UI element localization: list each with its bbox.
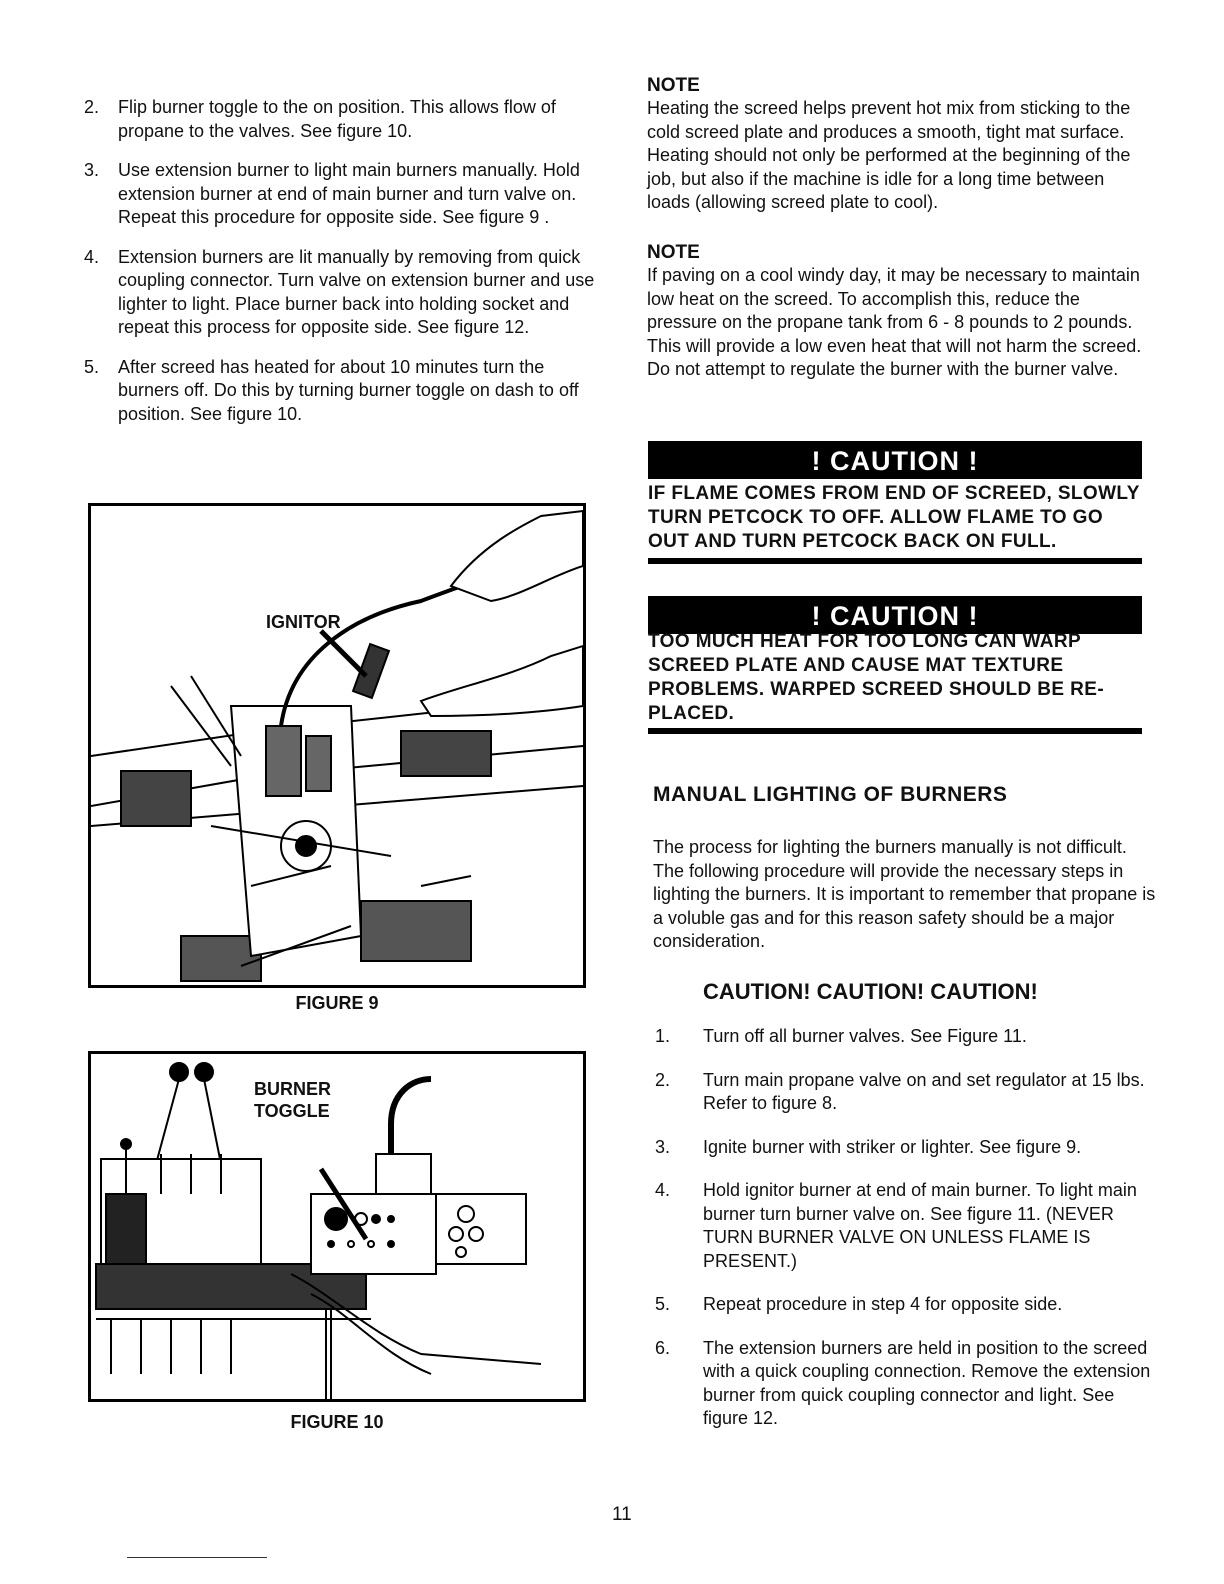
- list-item: 3. Use extension burner to light main burners manually. Hold extension burner at end of main burner and turn valve on. Repeat this procedure for opposite side. See figure 9 .: [84, 160, 580, 227]
- caution-box-2: [648, 596, 1142, 734]
- page-number: 11: [612, 1504, 632, 1525]
- caution-1-text: IF FLAME COMES FROM END OF SCREED, SLOWLY TURN PETCOCK TO OFF. ALLOW FLAME TO GO OUT AND TURN PETCOCK BACK ON FULL.: [648, 483, 1140, 552]
- burner-toggle-label: BURNER TOGGLE: [254, 1079, 332, 1121]
- caution-1-rule: [648, 558, 1142, 564]
- list-item: 4. Hold ignitor burner at end of main burner. To light main burner turn burner valve on. See figure 11. (NEVER TURN BURNER VALVE ON UNLESS FLAME IS PRESENT.): [655, 1180, 1137, 1271]
- ignitor-label: IGNITOR: [266, 612, 341, 632]
- list-item: 2. Turn main propane valve on and set regulator at 15 lbs. Refer to figure 8.: [655, 1069, 1145, 1113]
- caution-2-text: TOO MUCH HEAT FOR TOO LONG CAN WARP SCREED PLATE AND CAUSE MAT TEXTURE PROBLEMS. WARPED SCREED SHOULD BE RE-PLACED.: [648, 631, 1105, 724]
- caution-2-rule: [648, 728, 1142, 734]
- footer-rule: [127, 1557, 267, 1558]
- caution-box-1: [648, 441, 1142, 564]
- list-item: 3. Ignite burner with striker or lighter. See figure 9.: [655, 1136, 1082, 1157]
- triple-caution-heading: CAUTION! CAUTION! CAUTION!: [703, 979, 1038, 1004]
- figure-9-caption: FIGURE 9: [295, 993, 379, 1013]
- note-2-body: If paving on a cool windy day, it may be necessary to maintain low heat on the screed. To accomplish this, reduce the pressure on the propane tank from 6 - 8 pounds to 2 pounds. This will provide a low even heat that will not harm the screed. Do not attempt to regulate the burner with the burner valve.: [647, 265, 1142, 379]
- section-heading: MANUAL LIGHTING OF BURNERS: [653, 783, 1008, 806]
- note-1: [647, 74, 1147, 215]
- list-item: 4. Extension burners are lit manually by removing from quick coupling connector. Turn valve on extension burner and use lighter to light. Place burner back into holding socket and repeat this process for opposite side. See figure 12.: [84, 246, 595, 337]
- burner-illustration: [91, 506, 583, 985]
- figure-9-image: [88, 503, 586, 988]
- figure-10-image: [88, 1051, 586, 1402]
- list-item: 2. Flip burner toggle to the on position. This allows flow of propane to the valves. See figure 10.: [84, 97, 556, 141]
- list-item: 1. Turn off all burner valves. See Figure 11.: [655, 1026, 1027, 1046]
- list-item: 5. Repeat procedure in step 4 for opposite side.: [655, 1294, 1063, 1314]
- figure-10-caption: FIGURE 10: [290, 1412, 384, 1432]
- left-steps-list: [84, 96, 596, 442]
- list-item: 6. The extension burners are held in position to the screed with a quick coupling connection. Remove the extension burner from quick coupling connector and light. See figure 12.: [655, 1337, 1151, 1428]
- note-2: [647, 241, 1147, 382]
- toggle-panel-illustration: [91, 1054, 583, 1399]
- note-1-body: Heating the screed helps prevent hot mix from sticking to the cold screed plate and produces a smooth, tight mat surface. Heating should not only be performed at the beginning of the job, but also if the machine is idle for a long time between loads (allowing screed plate to cool).: [647, 98, 1131, 212]
- list-item: 5. After screed has heated for about 10 minutes turn the burners off. Do this by turning burner toggle on dash to off position. See figure 10.: [84, 356, 579, 424]
- caution-1-banner: ! CAUTION !: [648, 441, 1142, 479]
- note-1-title: NOTE: [647, 75, 700, 96]
- caution-2-banner: ! CAUTION !: [648, 596, 1142, 634]
- section-intro: The process for lighting the burners manually is not difficult. The following procedure will provide the necessary steps in lighting the burners. It is important to remember that propane is a voluble gas and for this reason safety should be a major consideration.: [653, 837, 1156, 951]
- right-steps-list: [655, 1025, 1160, 1451]
- note-2-title: NOTE: [647, 242, 700, 263]
